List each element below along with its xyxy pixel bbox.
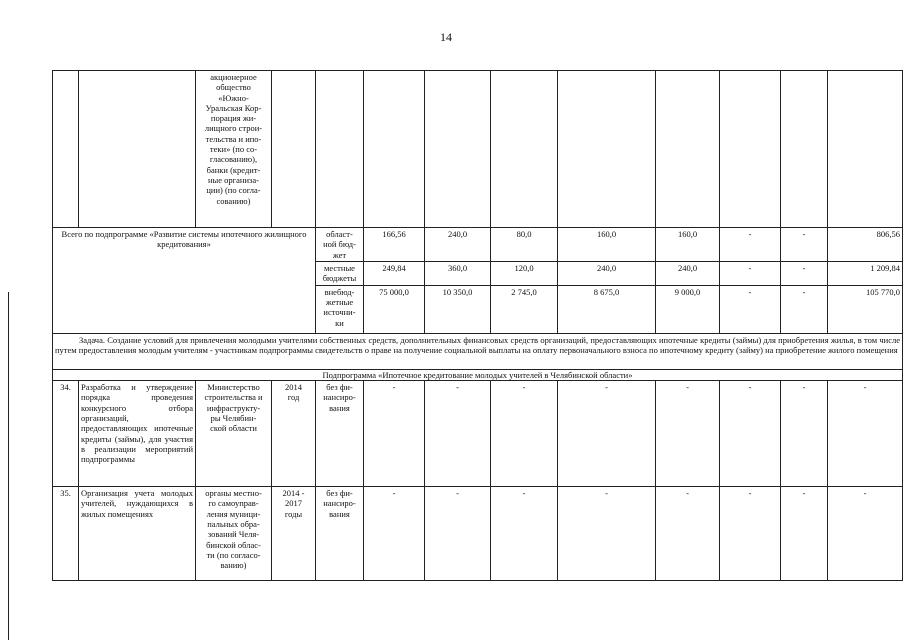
task-text: Задача. Создание условий для привлечения молодыми учителями собственных средств, дополнительных финансовых средств организаций, предоставляющих ипотечные кредиты (займы) для приобретения жилья, в том числе путем предоставления молодым учителям - участникам подпрограммы свидетельств о праве на получение социальной выплаты на оплату первоначального взноса по ипотечному кредиту (займу) на приобретение жилого помещения [53,333,903,369]
value-cell: - [720,228,781,262]
item-source: без фи- нансиро- вания [316,381,364,487]
value-cell: - [425,487,491,581]
value-cell: - [720,261,781,285]
program-table [52,70,903,581]
value-cell: - [364,487,425,581]
item-name: Разработка и утверждение порядка проведения конкурсного отбора организаций, предоставляющих ипотечные кредиты (займы), для участия в реализации мероприятий подпрограммы [79,381,196,487]
value-cell: - [781,261,828,285]
value-cell: 160,0 [558,228,656,262]
subprogram-title: Подпрограмма «Ипотечное кредитование молодых учителей в Челябинской области» [53,369,903,380]
value-cell: 160,0 [656,228,720,262]
value-cell: - [491,381,558,487]
value-cell: 240,0 [558,261,656,285]
item-source: без фи- нансиро- вания [316,487,364,581]
value-cell: - [828,487,903,581]
value-cell: - [425,381,491,487]
value-cell: - [364,381,425,487]
item-executor: Министерство строительства и инфраструкту- ры Челябин- ской области [196,381,272,487]
value-cell: - [720,381,781,487]
total-label: Всего по подпрограмме «Развитие системы ипотечного жилищного кредитования» [53,228,316,334]
source-cell: внебюд- жетные источни- ки [316,285,364,333]
item-number: 34. [53,381,79,487]
value-cell: - [491,487,558,581]
value-cell: - [781,228,828,262]
value-cell: - [781,487,828,581]
value-cell: - [781,285,828,333]
item-term: 2014 - 2017 годы [272,487,316,581]
total-value-cell: 105 770,0 [828,285,903,333]
value-cell: - [720,487,781,581]
executor-cell: акционерное общество «Южно- Уральская Кор- порация жи- лищного строи- тельства и ипо- теки» (по со- гласованию), банки (кредит- ные организа- ции) (по согла- сованию) [196,71,272,228]
task-row [53,333,903,369]
table-row [53,487,903,581]
value-cell: - [656,487,720,581]
total-row [53,228,903,262]
value-cell: - [720,285,781,333]
value-cell: 166,56 [364,228,425,262]
value-cell: 240,0 [425,228,491,262]
item-executor: органы местно- го самоуправ- ления муници- пальных обра- зований Челя- бинской облас- ти (по согласо- ванию) [196,487,272,581]
value-cell: 9 000,0 [656,285,720,333]
value-cell: - [781,381,828,487]
value-cell: 120,0 [491,261,558,285]
table-row [53,381,903,487]
value-cell: - [656,381,720,487]
value-cell: 249,84 [364,261,425,285]
value-cell: 75 000,0 [364,285,425,333]
total-value-cell: 806,56 [828,228,903,262]
item-term: 2014 год [272,381,316,487]
value-cell: 10 350,0 [425,285,491,333]
value-cell: - [558,487,656,581]
value-cell: - [558,381,656,487]
item-name: Организация учета молодых учителей, нуждающихся в жилых помещениях [79,487,196,581]
value-cell: 8 675,0 [558,285,656,333]
value-cell: 240,0 [656,261,720,285]
source-cell: област- ной бюд- жет [316,228,364,262]
value-cell: 2 745,0 [491,285,558,333]
page-number: 14 [440,30,452,44]
value-cell: 80,0 [491,228,558,262]
total-value-cell: 1 209,84 [828,261,903,285]
item-number: 35. [53,487,79,581]
value-cell: 360,0 [425,261,491,285]
value-cell: - [828,381,903,487]
source-cell: местные бюджеты [316,261,364,285]
subprogram-row [53,369,903,380]
table-row [53,71,903,228]
margin-line [8,292,9,640]
